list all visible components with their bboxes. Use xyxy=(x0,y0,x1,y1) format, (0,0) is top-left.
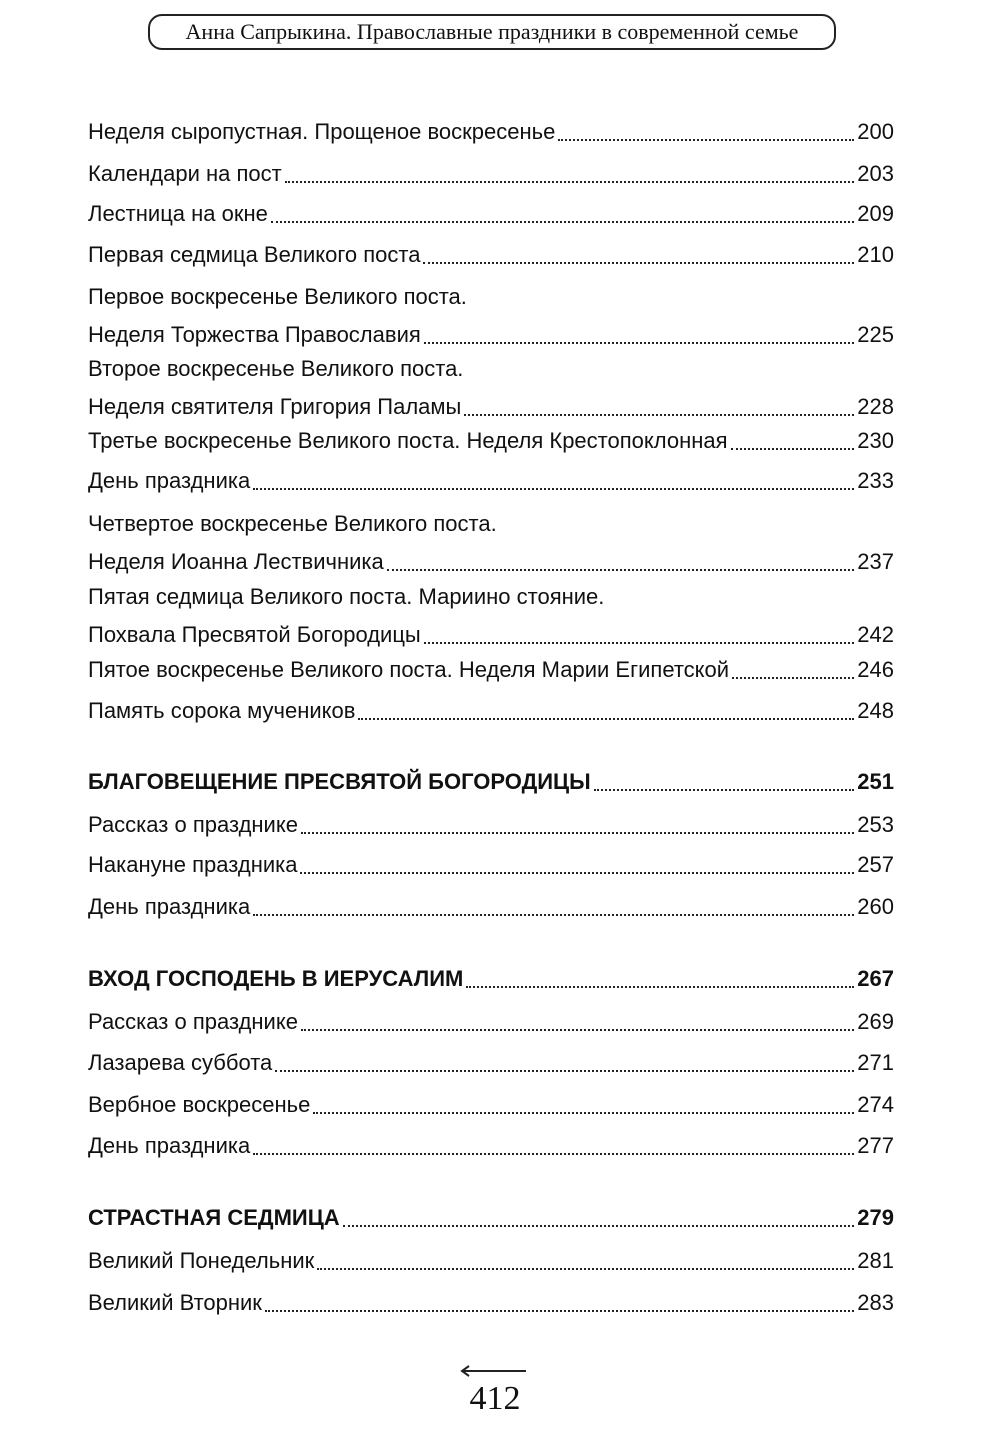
toc-entry-title: Неделя сыропустная. Прощеное воскресенье xyxy=(88,119,556,144)
toc-section-title: БЛАГОВЕЩЕНИЕ ПРЕСВЯТОЙ БОГОРОДИЦЫ xyxy=(88,769,591,794)
leader-dots xyxy=(358,716,854,720)
toc-entry-page: 269 xyxy=(857,1009,894,1034)
toc-entry xyxy=(88,1044,894,1082)
toc-entry-page: 209 xyxy=(857,201,894,226)
toc-section-title: СТРАСТНАЯ СЕДМИЦА xyxy=(88,1205,340,1230)
toc-entry-page: 274 xyxy=(857,1092,894,1117)
toc-entry xyxy=(88,578,894,654)
running-header-title: Анна Сапрыкина. Православные праздники в современной семье xyxy=(185,19,799,44)
leader-dots xyxy=(466,984,854,988)
toc-entry xyxy=(88,1284,894,1322)
running-header xyxy=(148,14,836,50)
leader-dots xyxy=(424,340,855,344)
toc-entry xyxy=(88,350,894,426)
leader-dots xyxy=(265,1308,854,1312)
leader-dots xyxy=(387,567,855,571)
toc-entry-title: Неделя Торжества Православия xyxy=(88,322,421,347)
toc-section-page: 279 xyxy=(857,1205,894,1230)
toc-entry xyxy=(88,505,894,581)
toc-entry-title: День праздника xyxy=(88,1133,251,1158)
left-arrow-icon xyxy=(458,1364,528,1378)
leader-dots xyxy=(301,1027,854,1031)
toc-section-title: ВХОД ГОСПОДЕНЬ В ИЕРУСАЛИМ xyxy=(88,966,464,991)
toc-entry-title-line1: Четвертое воскресенье Великого поста. xyxy=(88,511,497,536)
leader-dots xyxy=(271,219,854,223)
toc-entry-title: Рассказ о празднике xyxy=(88,812,298,837)
toc-entry-page: 237 xyxy=(857,549,894,574)
toc-entry-page: 260 xyxy=(857,894,894,919)
leader-dots xyxy=(300,870,854,874)
toc-entry-page: 281 xyxy=(857,1248,894,1273)
toc-entry-page: 200 xyxy=(857,119,894,144)
toc-entry xyxy=(88,1242,894,1280)
toc-entry-page: 228 xyxy=(857,394,894,419)
toc-entry-page: 257 xyxy=(857,852,894,877)
toc-entry-title: Похвала Пресвятой Богородицы xyxy=(88,622,421,647)
toc-entry xyxy=(88,888,894,926)
toc-entry xyxy=(88,278,894,354)
toc-entry xyxy=(88,236,894,274)
toc-entry-page: 271 xyxy=(857,1050,894,1075)
toc-entry-page: 277 xyxy=(857,1133,894,1158)
toc-entry-title-line1: Пятая седмица Великого поста. Мариино стояние. xyxy=(88,584,605,609)
toc-section xyxy=(88,763,894,801)
toc-entry-title: Накануне праздника xyxy=(88,852,298,877)
toc-entry xyxy=(88,113,894,151)
toc-entry-title: Великий Вторник xyxy=(88,1290,262,1315)
toc-entry-title: Неделя Иоанна Лествичника xyxy=(88,549,384,574)
toc-section xyxy=(88,960,894,998)
page-number: 412 xyxy=(469,1380,521,1417)
toc-entry xyxy=(88,692,894,730)
leader-dots xyxy=(285,179,855,183)
toc-entry xyxy=(88,1086,894,1124)
toc-entry-page: 225 xyxy=(857,322,894,347)
toc-entry-page: 283 xyxy=(857,1290,894,1315)
toc-entry xyxy=(88,462,894,500)
toc-section-page: 267 xyxy=(857,966,894,991)
leader-dots xyxy=(343,1223,855,1227)
toc-entry-title: Великий Понедельник xyxy=(88,1248,315,1273)
leader-dots xyxy=(313,1110,854,1114)
toc-entry-title: Календари на пост xyxy=(88,161,282,186)
leader-dots xyxy=(731,446,855,450)
leader-dots xyxy=(464,412,854,416)
toc-entry xyxy=(88,1003,894,1041)
leader-dots xyxy=(301,830,854,834)
toc-section-page: 251 xyxy=(857,769,894,794)
toc-entry-page: 210 xyxy=(857,242,894,267)
toc-entry xyxy=(88,1127,894,1165)
toc-entry-title: День праздника xyxy=(88,894,251,919)
toc-entry-title: Пятое воскресенье Великого поста. Неделя Марии Египетской xyxy=(88,657,730,682)
leader-dots xyxy=(594,787,855,791)
toc-entry xyxy=(88,195,894,233)
toc-entry-page: 233 xyxy=(857,468,894,493)
toc-entry-title: Первая седмица Великого поста xyxy=(88,242,421,267)
leader-dots xyxy=(558,137,854,141)
toc-section xyxy=(88,1199,894,1237)
leader-dots xyxy=(317,1266,854,1270)
toc-entry-title: Лазарева суббота xyxy=(88,1050,273,1075)
toc-entry-page: 253 xyxy=(857,812,894,837)
toc-entry-page: 242 xyxy=(857,622,894,647)
leader-dots xyxy=(253,1151,854,1155)
toc-entry-page: 246 xyxy=(857,657,894,682)
toc-entry-title-line1: Первое воскресенье Великого поста. xyxy=(88,284,467,309)
toc-entry-title: Рассказ о празднике xyxy=(88,1009,298,1034)
toc-entry xyxy=(88,155,894,193)
leader-dots xyxy=(253,486,854,490)
leader-dots xyxy=(424,640,855,644)
leader-dots xyxy=(423,260,854,264)
leader-dots xyxy=(732,675,854,679)
toc-entry-title: Неделя святителя Григория Паламы xyxy=(88,394,462,419)
leader-dots xyxy=(275,1068,854,1072)
toc-entry-title: Память сорока мучеников xyxy=(88,698,356,723)
toc-entry xyxy=(88,806,894,844)
toc-entry-title: День праздника xyxy=(88,468,251,493)
toc-entry-title: Вербное воскресенье xyxy=(88,1092,311,1117)
toc-entry xyxy=(88,651,894,689)
leader-dots xyxy=(253,912,854,916)
toc-entry xyxy=(88,846,894,884)
toc-entry-page: 248 xyxy=(857,698,894,723)
toc-entry-title: Лестница на окне xyxy=(88,201,268,226)
toc-entry-title: Третье воскресенье Великого поста. Неделя Крестопоклонная xyxy=(88,428,728,453)
toc-entry-page: 230 xyxy=(857,428,894,453)
toc-entry-page: 203 xyxy=(857,161,894,186)
toc-entry-title-line1: Второе воскресенье Великого поста. xyxy=(88,356,464,381)
toc-entry xyxy=(88,422,894,460)
